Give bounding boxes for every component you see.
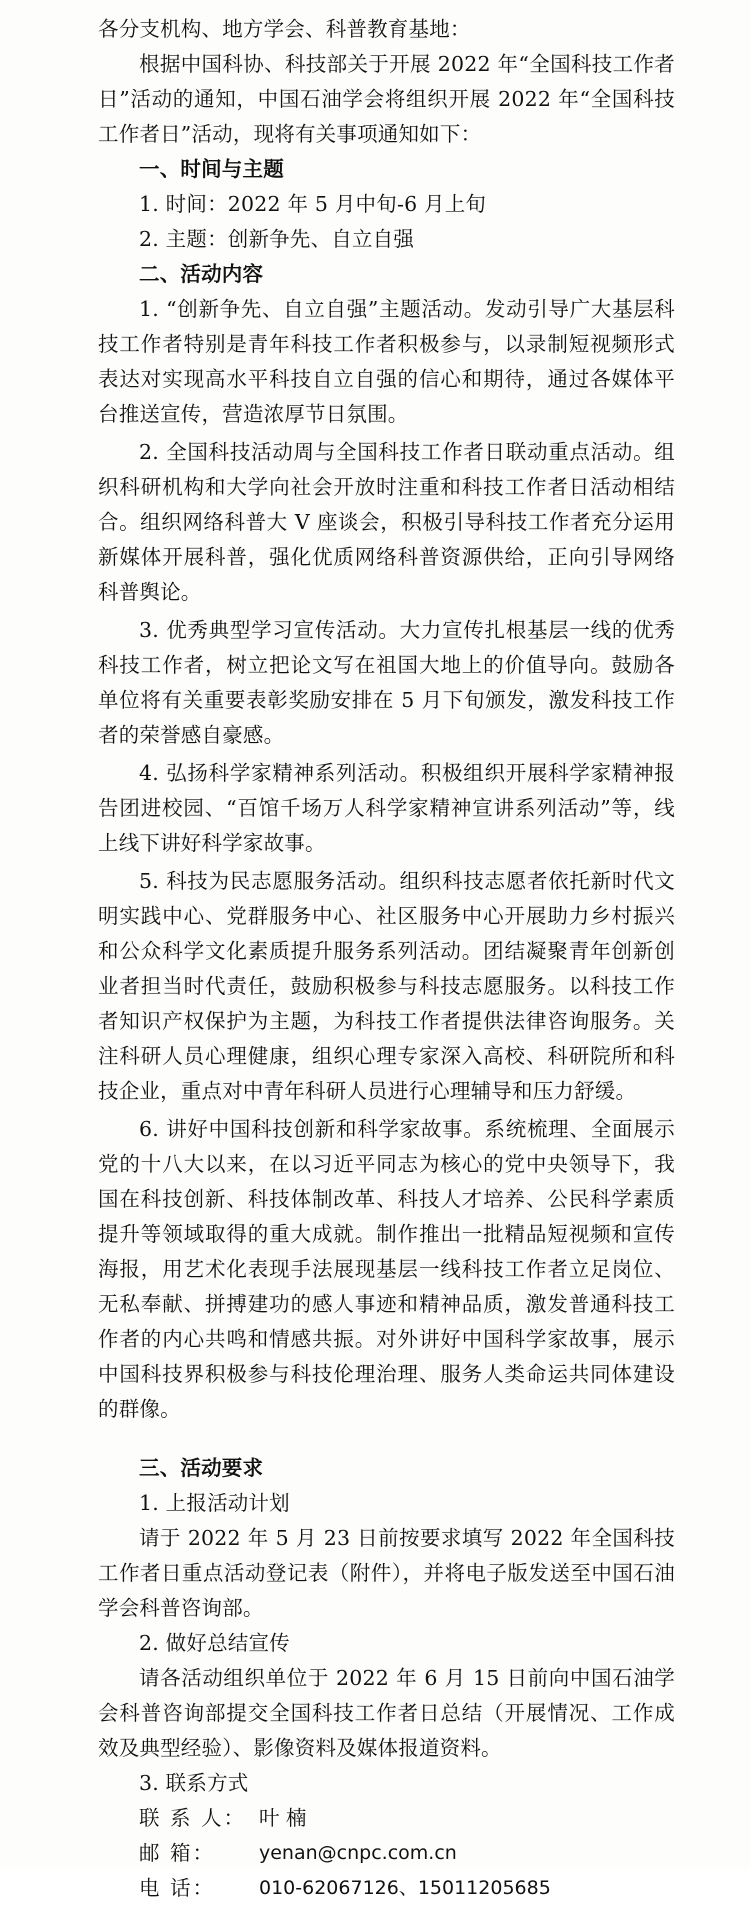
contact-phone-value: 010-62067126、15011205685 [259,1877,551,1899]
contact-phone-row [98,1871,675,1906]
section-3-sub1-body: 请于 2022 年 5 月 23 日前按要求填写 2022 年全国科技工作者日重点活动登记表（附件），并将电子版发送至中国石油学会科普咨询部。 [98,1526,675,1620]
section-3-sub3-title: 3. 联系方式 [139,1771,249,1795]
contact-person-label: 联 系 人： [139,1806,247,1830]
section-2-item-4: 4. 弘扬科学家精神系列活动。积极组织开展科学家精神报告团进校园、“百馆千场万人科学家精神宣讲系列活动”等，线上线下讲好科学家故事。 [98,761,675,855]
section-1-theme: 2. 主题：创新争先、自立自强 [139,227,415,251]
contact-email-label: 邮 箱： [139,1841,216,1865]
section-2-item-1: 1. “创新争先、自立自强”主题活动。发动引导广大基层科技工作者特别是青年科技工作者积极参与，以录制短视频形式表达对实现高水平科技自立自强的信心和期待，通过各媒体平台推送宣传，营造浓厚节日氛围。 [98,297,675,426]
section-2-item-6: 6. 讲好中国科技创新和科学家故事。系统梳理、全面展示党的十八大以来，在以习近平同志为核心的党中央领导下，我国在科技创新、科技体制改革、科技人才培养、公民科学素质提升等领域取得的重大成就。制作推出一批精品短视频和宣传海报，用艺术化表现手法展现基层一线科技工作者立足岗位、无私奉献、拼搏建功的感人事迹和精神品质，激发普通科技工作者的内心共鸣和情感共振。对外讲好中国科学家故事，展示中国科技界积极参与科技伦理治理、服务人类命运共同体建设的群像。 [98,1117,675,1421]
section-2-heading: 二、活动内容 [139,262,264,286]
section-2-item-5: 5. 科技为民志愿服务活动。组织科技志愿者依托新时代文明实践中心、党群服务中心、社区服务中心开展助力乡村振兴和公众科学文化素质提升服务系列活动。团结凝聚青年创新创业者担当时代责任，鼓励积极参与科技志愿服务。以科技工作者知识产权保护为主题，为科技工作者提供法律咨询服务。关注科研人员心理健康，组织心理专家深入高校、科研院所和科技企业，重点对中青年科研人员进行心理辅导和压力舒缓。 [98,869,675,1103]
contact-email-row [98,1836,675,1871]
contact-person-row [98,1801,675,1836]
section-3-sub2-body: 请各活动组织单位于 2022 年 6 月 15 日前向中国石油学会科普咨询部提交全国科技工作者日总结（开展情况、工作成效及典型经验）、影像资料及媒体报道资料。 [98,1666,675,1760]
section-2-item-3: 3. 优秀典型学习宣传活动。大力宣传扎根基层一线的优秀科技工作者，树立把论文写在祖国大地上的价值导向。鼓励各单位将有关重要表彰奖励安排在 5 月下旬颁发，激发科技工作者的荣誉感自豪感。 [98,618,675,747]
section-1-time: 1. 时间：2022 年 5 月中旬-6 月上旬 [139,192,487,216]
contact-email-value: yenan@cnpc.com.cn [259,1842,457,1864]
addressee: 各分支机构、地方学会、科普教育基地： [98,17,471,41]
contact-person-value: 叶 楠 [259,1806,307,1830]
section-3-sub2-title: 2. 做好总结宣传 [139,1631,290,1655]
section-2-item-2: 2. 全国科技活动周与全国科技工作者日联动重点活动。组织科研机构和大学向社会开放时注重和科技工作者日活动相结合。组织网络科普大 V 座谈会，积极引导科技工作者充分运用新媒体开展科普，强化优质网络科普资源供给，正向引导网络科普舆论。 [98,440,675,604]
intro-paragraph: 根据中国科协、科技部关于开展 2022 年“全国科技工作者日”活动的通知，中国石油学会将组织开展 2022 年“全国科技工作者日”活动，现将有关事项通知如下： [98,52,675,146]
section-3-heading: 三、活动要求 [139,1456,264,1480]
contact-phone-label: 电 话： [139,1876,216,1900]
section-1-heading: 一、时间与主题 [139,157,284,181]
section-3-sub1-title: 1. 上报活动计划 [139,1491,290,1515]
